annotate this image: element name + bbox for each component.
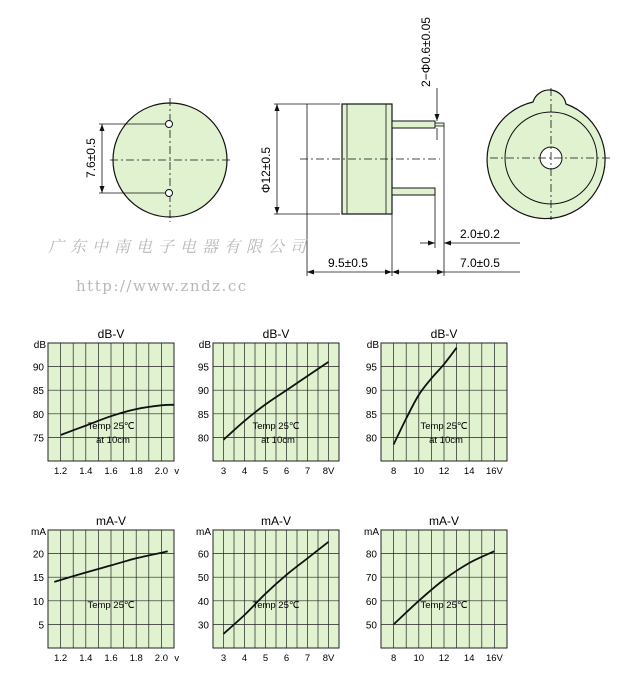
x-unit-label: v <box>174 653 180 664</box>
arrow <box>392 270 399 275</box>
chart-title: mA-V <box>261 514 291 528</box>
y-tick-label: 5 <box>38 620 44 632</box>
y-tick-label: 50 <box>197 573 209 585</box>
chart-title: mA-V <box>96 514 126 528</box>
y-unit-label: dB <box>366 340 379 351</box>
chart-annotation: Temp 25℃ <box>87 421 135 432</box>
chart-5 <box>196 514 339 664</box>
x-tick-label: 1.4 <box>79 466 93 477</box>
x-tick-label: 12 <box>438 653 450 664</box>
y-tick-label: 95 <box>365 362 377 374</box>
dim-body-diameter: Φ12±0.5 <box>259 146 273 194</box>
x-tick-label: 8V <box>322 466 335 477</box>
y-unit-label: dB <box>198 340 211 351</box>
x-tick-label: 2.0 <box>154 653 169 664</box>
y-tick-label: 50 <box>365 620 377 632</box>
y-unit-label: mA <box>31 527 46 538</box>
y-tick-label: 95 <box>197 362 209 374</box>
performance-charts <box>31 327 507 664</box>
arrow <box>385 270 392 275</box>
x-unit-label: v <box>174 466 180 477</box>
chart-title: dB-V <box>430 327 458 341</box>
x-tick-label: 8V <box>322 653 335 664</box>
pin-bottom <box>166 190 173 197</box>
dim-height: 9.5±0.5 <box>328 256 368 270</box>
y-unit-label: mA <box>364 527 379 538</box>
x-tick-label: 8 <box>390 466 397 477</box>
y-tick-label: 80 <box>32 409 44 421</box>
chart-annotation: Temp 25℃ <box>252 600 300 611</box>
arrow <box>428 241 435 246</box>
x-tick-label: 14 <box>463 653 475 664</box>
arrow <box>100 186 105 193</box>
x-tick-label: 1.8 <box>129 653 143 664</box>
chart-2 <box>198 327 339 477</box>
y-tick-label: 60 <box>197 549 209 561</box>
arrow <box>435 114 440 121</box>
pin-top <box>166 121 173 128</box>
arrow <box>100 124 105 131</box>
pin-upper <box>392 121 435 128</box>
bottom-view-drawing <box>84 98 230 222</box>
arrow <box>275 207 280 214</box>
y-tick-label: 90 <box>32 362 44 374</box>
x-tick-label: 14 <box>463 466 475 477</box>
x-tick-label: 4 <box>241 653 248 664</box>
arrow <box>437 270 444 275</box>
y-unit-label: dB <box>33 340 46 351</box>
y-tick-label: 60 <box>365 596 377 608</box>
x-tick-label: 1.2 <box>53 466 68 477</box>
x-tick-label: 5 <box>262 653 269 664</box>
pin-tip <box>435 123 444 126</box>
y-tick-label: 70 <box>365 573 377 585</box>
x-tick-label: 1.6 <box>104 466 118 477</box>
y-tick-label: 30 <box>197 620 209 632</box>
y-tick-label: 15 <box>32 573 44 585</box>
y-tick-label: 75 <box>32 433 44 445</box>
x-tick-label: 10 <box>413 466 425 477</box>
dim-pin-offset: 2.0±0.2 <box>460 227 500 241</box>
chart-1 <box>33 327 180 477</box>
x-tick-label: 8 <box>390 653 397 664</box>
chart-6 <box>364 514 507 664</box>
y-tick-label: 85 <box>365 409 377 421</box>
pin-lower <box>392 188 435 195</box>
chart-3 <box>366 327 507 477</box>
x-tick-label: 5 <box>262 466 269 477</box>
chart-annotation: Temp 25℃ <box>87 600 135 611</box>
arrow <box>444 241 451 246</box>
y-tick-label: 85 <box>32 386 44 398</box>
x-tick-label: 1.2 <box>53 653 68 664</box>
y-tick-label: 10 <box>32 596 44 608</box>
chart-annotation: Temp 25℃ <box>420 600 468 611</box>
top-view-drawing <box>487 88 612 220</box>
dim-pin-spacing: 7.6±0.5 <box>84 138 98 178</box>
watermark-company: 广东中南电子电器有限公司 <box>48 237 313 256</box>
x-tick-label: 2.0 <box>154 466 169 477</box>
y-unit-label: mA <box>196 527 211 538</box>
x-tick-label: 12 <box>438 466 450 477</box>
x-tick-label: 16V <box>485 653 503 664</box>
x-tick-label: 1.8 <box>129 466 143 477</box>
y-tick-label: 80 <box>365 549 377 561</box>
x-tick-label: 16V <box>485 466 503 477</box>
x-tick-label: 6 <box>283 466 290 477</box>
y-tick-label: 20 <box>32 549 44 561</box>
x-tick-label: 1.6 <box>104 653 118 664</box>
y-tick-label: 90 <box>197 386 209 398</box>
y-tick-label: 90 <box>365 386 377 398</box>
x-tick-label: 6 <box>283 653 290 664</box>
chart-title: mA-V <box>429 514 459 528</box>
x-tick-label: 3 <box>220 466 227 477</box>
x-tick-label: 1.4 <box>79 653 93 664</box>
x-tick-label: 4 <box>241 466 248 477</box>
dim-pin-diameter: 2−Φ0.6±0.05 <box>419 17 433 87</box>
arrow <box>307 270 314 275</box>
x-tick-label: 3 <box>220 653 227 664</box>
arrow <box>275 104 280 111</box>
chart-annotation: at 10cm <box>96 435 130 446</box>
chart-4 <box>31 514 179 664</box>
x-tick-label: 10 <box>413 653 425 664</box>
watermark-url: http://www.zndz.cc <box>76 277 248 295</box>
y-tick-label: 85 <box>197 409 209 421</box>
x-tick-label: 7 <box>304 466 311 477</box>
chart-title: dB-V <box>262 327 290 341</box>
chart-title: dB-V <box>97 327 125 341</box>
y-tick-label: 80 <box>197 433 209 445</box>
y-tick-label: 40 <box>197 596 209 608</box>
chart-annotation: Temp 25℃ <box>252 421 300 432</box>
chart-annotation: Temp 25℃ <box>420 421 468 432</box>
chart-annotation: at 10cm <box>429 435 463 446</box>
x-tick-label: 7 <box>304 653 311 664</box>
dim-pin-length: 7.0±0.5 <box>460 256 500 270</box>
chart-annotation: at 10cm <box>261 435 295 446</box>
y-tick-label: 80 <box>365 433 377 445</box>
